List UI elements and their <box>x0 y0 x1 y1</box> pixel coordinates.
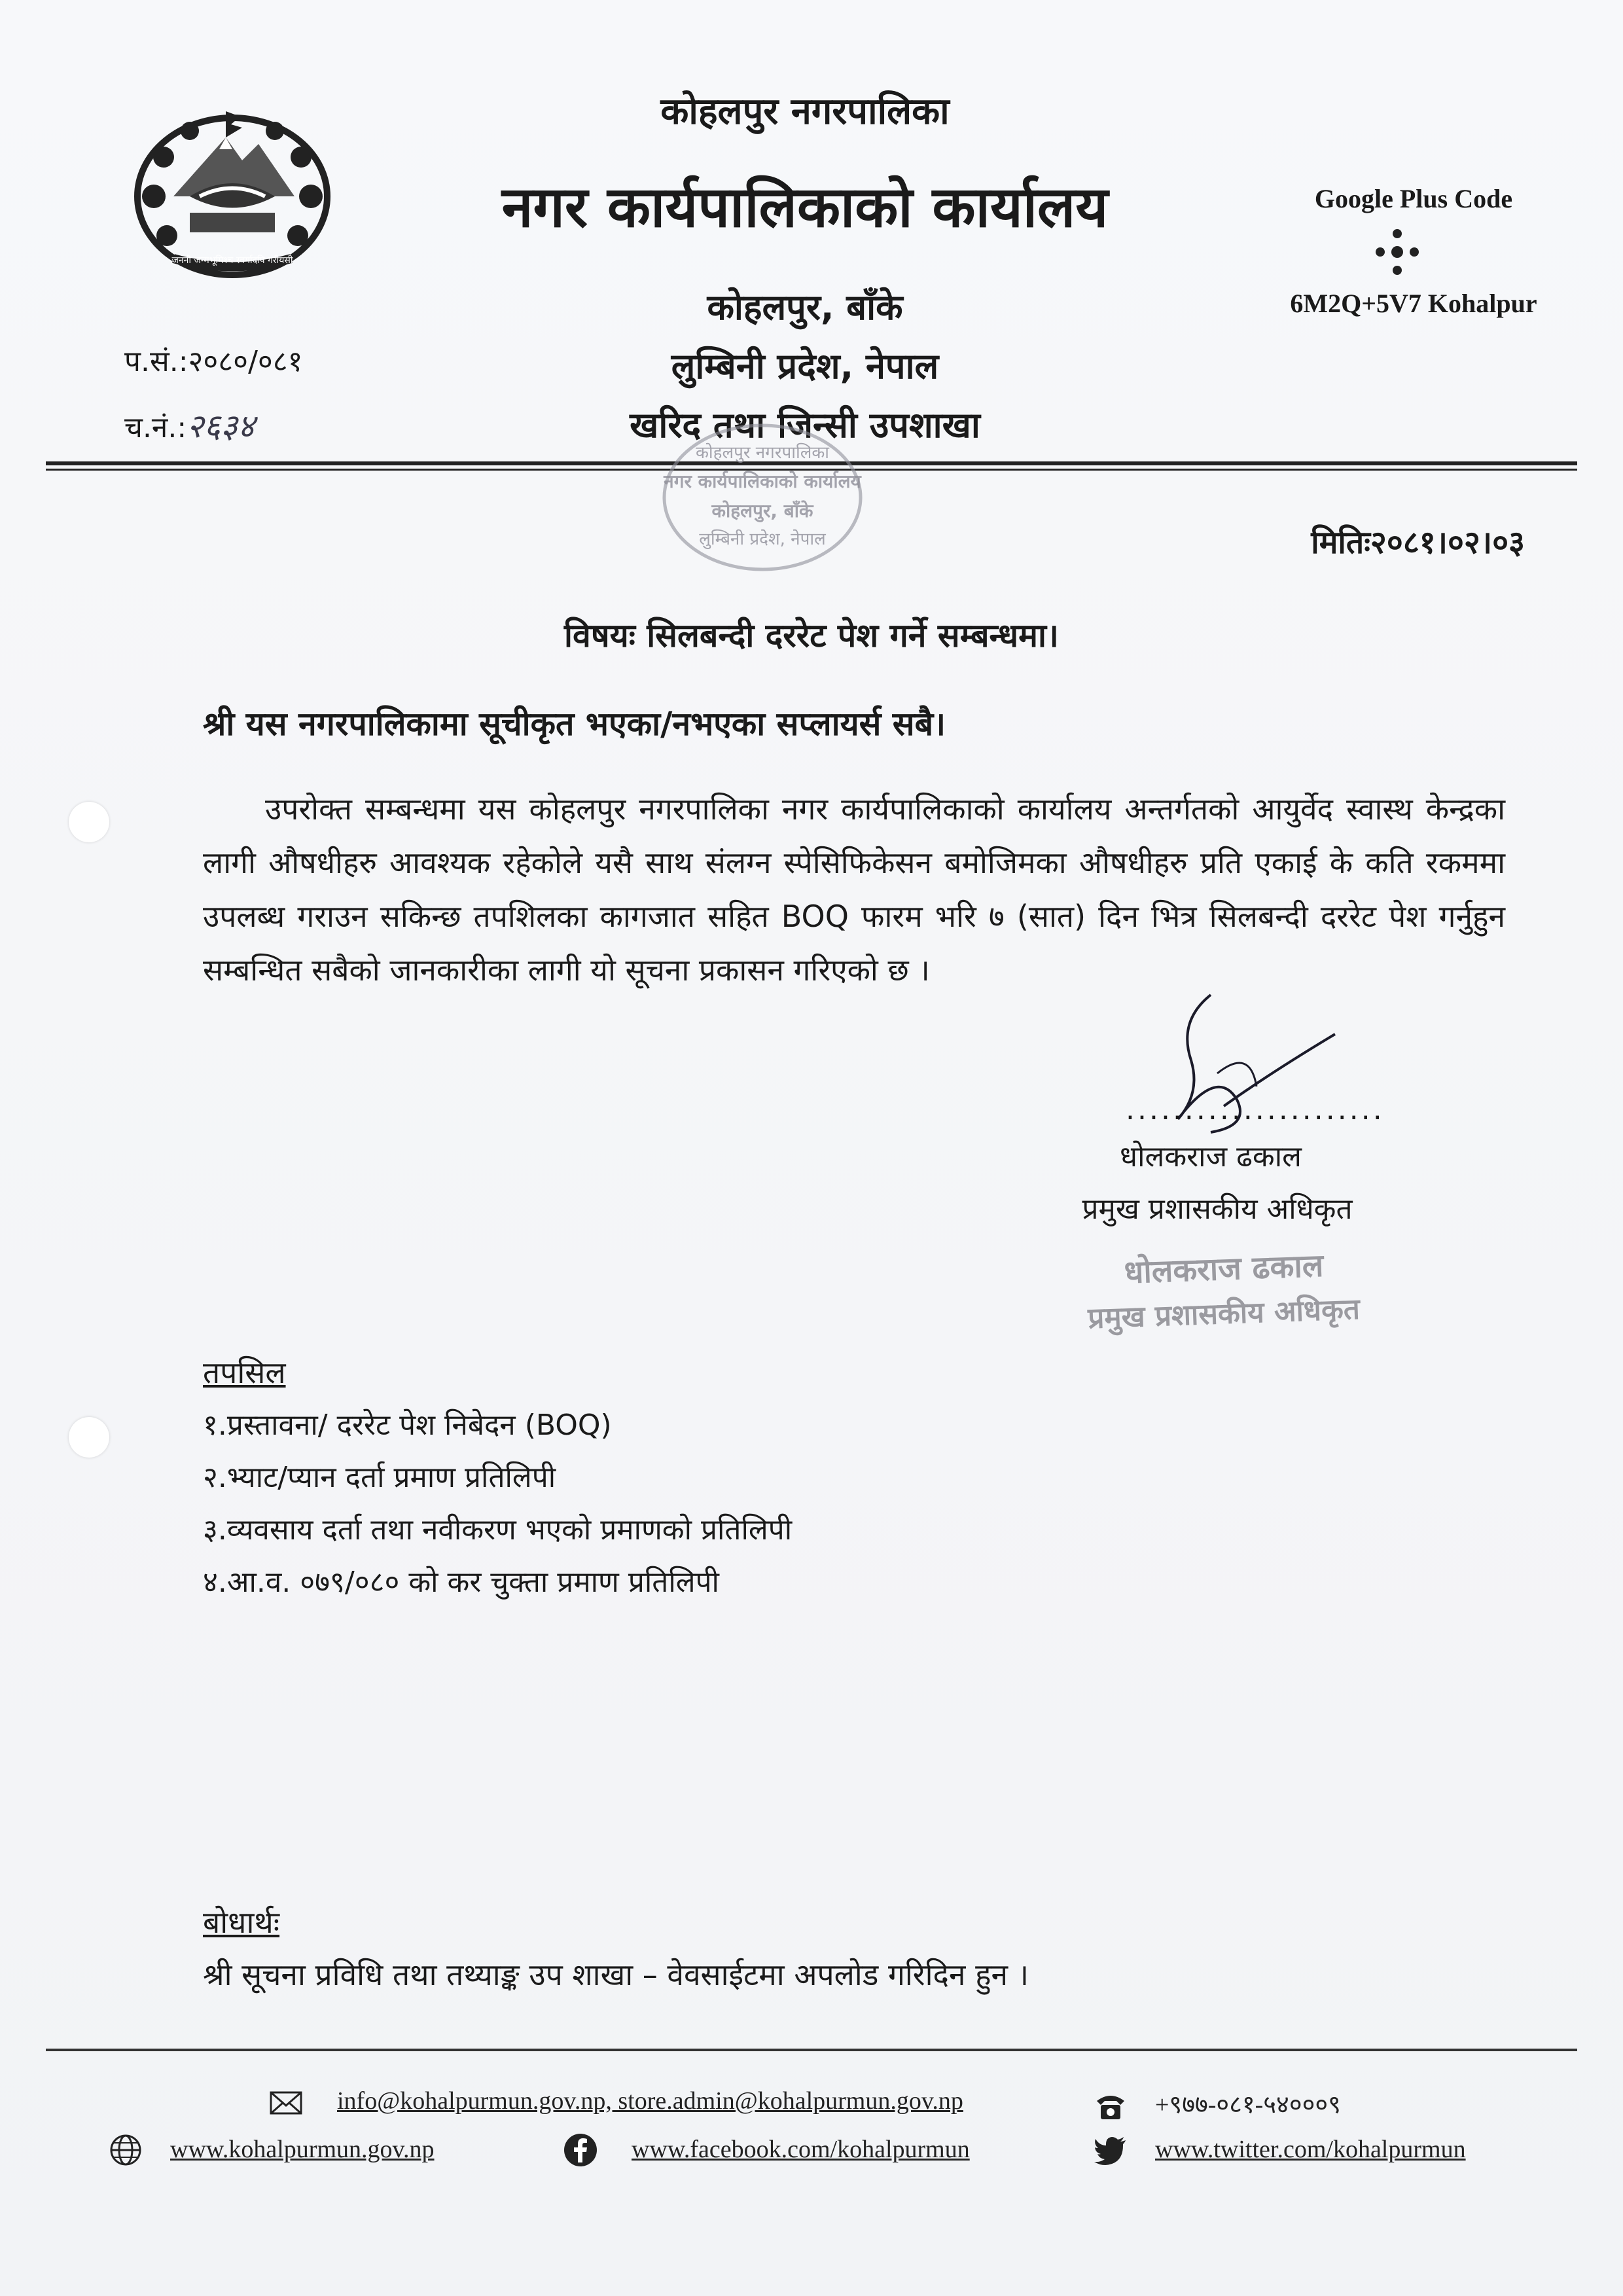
globe-icon <box>108 2132 143 2168</box>
punch-hole-upper <box>69 802 109 842</box>
fiscal-year-ref <box>124 340 303 380</box>
plus-code-label: Google Plus Code <box>1314 184 1513 213</box>
letter-date: मितिः२०८१।०२।०३ <box>1311 524 1525 561</box>
punch-hole-lower <box>69 1417 109 1458</box>
letter-body: उपरोक्त सम्बन्धमा यस कोहलपुर नगरपालिका नगर कार्यपालिकाको कार्यालय अन्तर्गतको आयुर्वेद स्वास्थ केन्द्रका लागी औषधीहरु आवश्यक रहेकोले यसै साथ संलग्न स्पेसिफिकेसन बमोजिमका औषधीहरु प्रति एकाई के कति रकममा उपलब्ध गराउन सकिन्छ तपशिलका कागजात सहित BOQ फारम भरि ७ (सात) दिन भित्र सिलबन्दी दररेट पेश गर्नुहुन सम्बन्धित सबैको जानकारीका लागी यो सूचना प्रकासन गरिएको छ । <box>203 791 1505 988</box>
twitter-icon <box>1093 2132 1128 2168</box>
office-seal-icon <box>654 419 870 576</box>
section-name: खरिद तथा जिन्सी उपशाखा <box>630 404 980 446</box>
footer-email-link[interactable]: info@kohalpurmun.gov.np, store.admin@kohalpurmun.gov.np <box>337 2087 963 2115</box>
address-line-2: लुम्बिनी प्रदेश, नेपाल <box>671 346 939 387</box>
plus-code-logo-icon <box>1371 226 1423 278</box>
title-stamp: प्रमुख प्रशासकीय अधिकृत <box>1087 1292 1361 1336</box>
footer-rule <box>46 2049 1577 2051</box>
cc-heading: बोधार्थः <box>203 1905 280 1940</box>
office-title: नगर कार्यपालिकाको कार्यालय <box>501 175 1109 240</box>
seal-line-2: नगर कार्यपालिकाको कार्यालय <box>664 471 861 492</box>
letter-addressee: श्री यस नगरपालिकामा सूचीकृत भएका/नभएका सप्लायर्स सबै। <box>203 705 946 743</box>
name-stamp: धोलकराज ढकाल <box>1123 1247 1325 1291</box>
plus-code-value: 6M2Q+5V7 Kohalpur <box>1290 289 1537 318</box>
cc-line: श्री सूचना प्रविधि तथा तथ्याङ्क उप शाखा – वेवसाईटमा अपलोड गरिदिन हुन । <box>203 1957 1029 1992</box>
footer-twitter-link[interactable]: www.twitter.com/kohalpurmun <box>1155 2136 1466 2163</box>
fiscal-year-label: प.सं.: <box>124 345 188 378</box>
seal-line-1: कोहलपुर नगरपालिका <box>695 443 830 463</box>
phone-icon <box>1093 2088 1128 2123</box>
dispatch-number-ref <box>124 403 255 447</box>
dispatch-number-label: च.नं.: <box>124 411 187 444</box>
emblem-caption: जननी जन्मभूमिश्च स्वर्गादपि गरीयसी <box>171 255 293 266</box>
enclosure-item: ४.आ.व. ०७९/०८० को कर चुक्ता प्रमाण प्रतिलिपी <box>203 1566 719 1599</box>
mail-icon <box>268 2085 304 2120</box>
nepal-emblem-icon <box>128 98 337 281</box>
signatory-title: प्रमुख प्रशासकीय अधिकृत <box>1082 1193 1353 1226</box>
signature-dots: ...................... <box>1126 1093 1385 1126</box>
footer-facebook-link[interactable]: www.facebook.com/kohalpurmun <box>632 2136 970 2163</box>
facebook-icon <box>563 2132 598 2168</box>
enclosure-item: १.प्रस्तावना/ दररेट पेश निबेदन (BOQ) <box>203 1408 612 1442</box>
enclosure-item: ३.व्यवसाय दर्ता तथा नवीकरण भएको प्रमाणको प्रतिलिपी <box>203 1513 793 1547</box>
enclosures-heading: तपसिल <box>203 1355 286 1390</box>
enclosure-item: २.भ्याट/प्यान दर्ता प्रमाण प्रतिलिपी <box>203 1461 556 1494</box>
address-line-1: कोहलपुर, बाँके <box>707 287 903 328</box>
municipality-name: कोहलपुर नगरपालिका <box>660 90 950 133</box>
seal-line-4: लुम्बिनी प्रदेश, नेपाल <box>699 529 826 549</box>
letter-subject: विषयः सिलबन्दी दररेट पेश गर्ने सम्बन्धमा। <box>564 617 1059 655</box>
fiscal-year-value: २०८०/०८१ <box>188 345 303 378</box>
dispatch-number-value: २६३४ <box>187 407 255 445</box>
footer-phone: +९७७-०८१-५४०००९ <box>1155 2091 1341 2119</box>
footer-website-link[interactable]: www.kohalpurmun.gov.np <box>170 2136 435 2163</box>
signatory-name: धोलकराज ढकाल <box>1120 1140 1302 1174</box>
seal-line-3: कोहलपुर, बाँके <box>711 500 813 522</box>
